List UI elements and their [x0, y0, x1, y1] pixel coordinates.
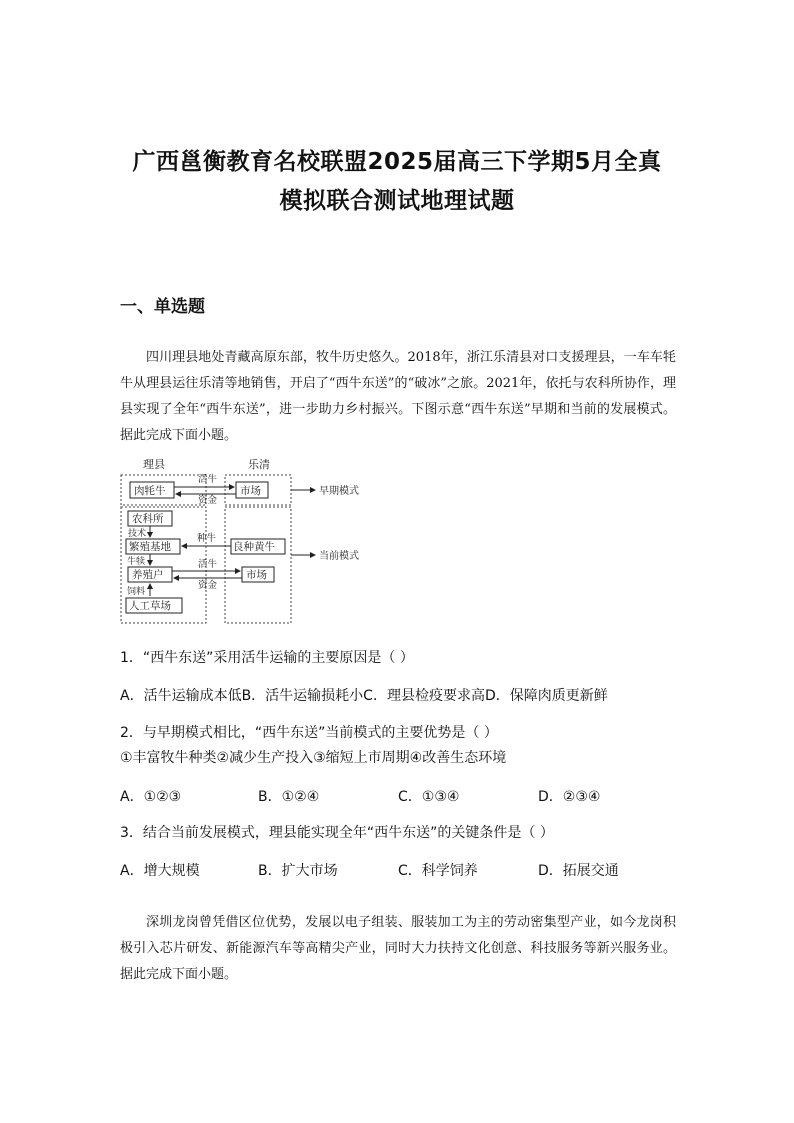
meat-cattle-label: 肉牦牛 [134, 485, 166, 497]
question-1-stem: 1．“西牛东送”采用活牛运输的主要原因是（ ） [120, 650, 414, 666]
yueqing-label: 乐清 [248, 458, 270, 471]
question-3-option-a: A．增大规模 [120, 863, 200, 879]
section-heading: 一、单选题 [120, 297, 205, 317]
grassland-label: 人工草场 [129, 600, 171, 612]
market-label-current: 市场 [246, 569, 267, 581]
question-1-options: A．活牛运输成本低B．活牛运输损耗小C．理县检疫要求高D．保障肉质更新鲜 [120, 688, 608, 704]
breeding-base-label: 繁殖基地 [129, 541, 171, 553]
question-2-option-a: A．①②③ [120, 789, 182, 805]
live-cattle-label-current: 活牛 [198, 559, 218, 570]
passage-2: 深圳龙岗曾凭借区位优势，发展以电子组装、服装加工为主的劳动密集型产业，如今龙岗积极引入芯片研发、新能源汽车等高精尖产业，同时大力扶持文化创意、科技服务等新兴服务业。据此完成下面小题。 [120, 915, 676, 982]
question-2-stem: 2．与早期模式相比，“西牛东送”当前模式的主要优势是（ ） [120, 725, 498, 741]
question-2-statements: ①丰富牧牛种类②减少生产投入③缩短上市周期④改善生态环境 [120, 750, 507, 766]
yueqing-current-region [225, 507, 291, 623]
current-mode-label: 当前模式 [319, 551, 359, 562]
early-mode-label: 早期模式 [319, 486, 359, 497]
agri-institute-label: 农科所 [132, 513, 164, 525]
farmer-label: 养殖户 [132, 569, 164, 581]
funds-label-current: 资金 [198, 580, 218, 591]
breed-label: 种牛 [197, 533, 217, 544]
question-2-option-b: B．①②④ [258, 789, 320, 805]
document-title-line1: 广西邕衡教育名校联盟2025届高三下学期5月全真 [132, 149, 662, 175]
document-title-line2: 模拟联合测试地理试题 [279, 188, 515, 214]
live-cattle-label-early: 活牛 [198, 474, 218, 485]
feed-label: 饲料 [127, 587, 146, 597]
question-2-option-c: C．①③④ [398, 789, 460, 805]
question-3-option-d: D．拓展交通 [538, 863, 619, 879]
question-2-option-d: D．②③④ [538, 789, 601, 805]
good-cattle-label: 良种黄牛 [233, 541, 275, 553]
market-label-early: 市场 [240, 485, 261, 497]
calves-label: 牛犊 [127, 557, 146, 567]
lixian-label: 理县 [143, 458, 165, 471]
question-3-option-c: C．科学饲养 [398, 863, 478, 879]
tech-label: 技术 [128, 529, 147, 539]
question-3-option-b: B．扩大市场 [258, 863, 338, 879]
question-3-stem: 3．结合当前发展模式，理县能实现全年“西牛东送”的关键条件是（ ） [120, 825, 554, 841]
funds-label-early: 资金 [198, 495, 218, 506]
development-mode-diagram [115, 455, 375, 630]
passage-1: 四川理县地处青藏高原东部，牧牛历史悠久。2018年，浙江乐清县对口支援理县，一车车牦牛从理县运往乐清等地销售，开启了“西牛东送”的“破冰”之旅。2021年，依托与农科所协作，理县实现了全年“西牛东送”，进一步助力乡村振兴。下图示意“西牛东送”早期和当前的发展模式。据此完成下面小题。 [120, 350, 676, 443]
